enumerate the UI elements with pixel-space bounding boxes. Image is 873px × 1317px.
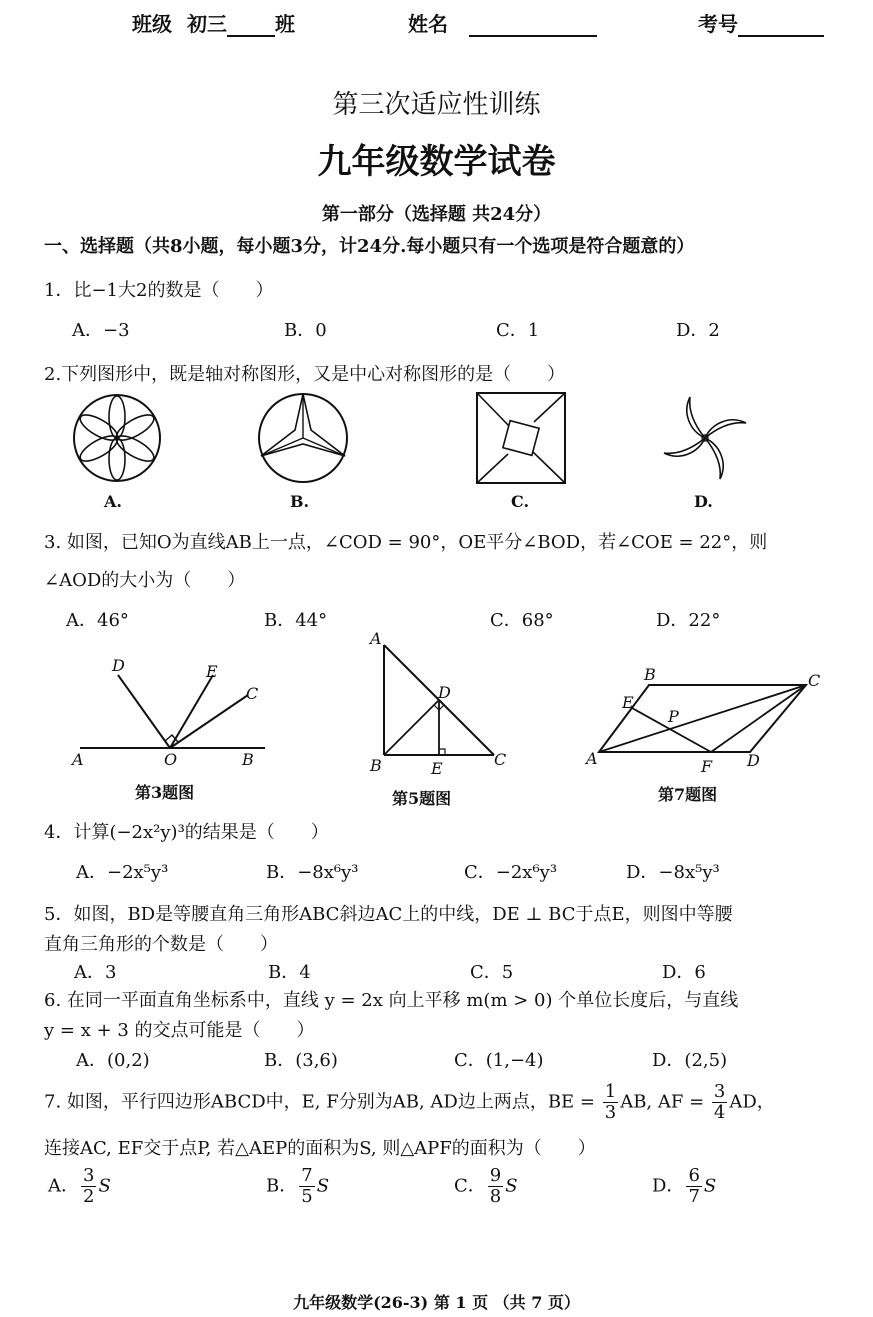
fig7-label-b: B: [644, 665, 656, 684]
q2-figure-b: [257, 392, 349, 484]
q6-stem-line2: y = x + 3 的交点可能是（ ）: [44, 1020, 315, 1041]
page-title: 九年级数学试卷: [317, 142, 556, 182]
q2-figure-c: [476, 392, 566, 484]
fig3-label-d: D: [112, 656, 125, 675]
q6-option-a[interactable]: A．(0,2): [76, 1050, 150, 1071]
q4-stem: 4．计算(−2x²y)³的结果是（ ）: [44, 822, 329, 843]
section-heading: 一、选择题（共8小题，每小题3分，计24分.每小题只有一个选项是符合题意的）: [44, 236, 695, 257]
subtitle: 第三次适应性训练: [332, 90, 541, 120]
q3-stem-line2: ∠AOD的大小为（ ）: [44, 570, 246, 591]
class-suffix: 班: [274, 12, 295, 36]
figure-7-caption: 第7题图: [658, 785, 718, 804]
q7-option-c[interactable]: C． $\frac{9}{8}$ S: [454, 1165, 518, 1207]
fig7-label-d: D: [747, 751, 760, 770]
q1-option-c[interactable]: C．1: [496, 320, 540, 341]
q6-stem-line1: 6. 在同一平面直角坐标系中，直线 y = 2x 向上平移 m(m > 0) 个单位长度后，与直线: [44, 990, 739, 1011]
q7-fraction-1: [603, 1082, 618, 1123]
q7-option-a[interactable]: A． $\frac{3}{2}$ S: [48, 1165, 111, 1207]
fig3-label-b: B: [242, 750, 254, 769]
fig7-label-f: F: [701, 757, 713, 776]
q3-option-c[interactable]: C．68°: [490, 610, 554, 631]
fig7-label-a: A: [586, 749, 598, 768]
fig3-label-o: O: [164, 750, 178, 769]
fig7-label-e: E: [622, 693, 634, 712]
q7-stem-part-a: 7. 如图，平行四边形ABCD中，E, F分别为AB, AD边上两点，BE =: [44, 1091, 596, 1113]
q2-figure-d: [660, 393, 750, 483]
q2-label-d[interactable]: D.: [694, 492, 713, 511]
figure-5-caption: 第5题图: [392, 789, 452, 808]
q5-option-a[interactable]: A．3: [74, 962, 117, 983]
q3-option-d[interactable]: D．22°: [656, 610, 721, 631]
q4-option-d[interactable]: D．−8x⁵y³: [626, 862, 720, 883]
q2-label-b[interactable]: B.: [290, 492, 310, 511]
q7-stem-line2: 连接AC, EF交于点P, 若△AEP的面积为S, 则△APF的面积为（ ）: [44, 1138, 596, 1159]
q7-stem-part-c: AD，: [729, 1091, 775, 1113]
fig5-label-c: C: [494, 750, 507, 769]
page-footer: 九年级数学(26-3) 第 1 页 （共 7 页）: [293, 1293, 580, 1312]
q7-stem-line1: [44, 1082, 775, 1123]
q2-stem: 2.下列图形中，既是轴对称图形，又是中心对称图形的是（ ）: [44, 364, 566, 385]
fig5-label-b: B: [370, 756, 382, 775]
fig3-label-a: A: [72, 750, 84, 769]
q4-option-a[interactable]: A．−2x⁵y³: [76, 862, 169, 883]
name-blank[interactable]: [469, 17, 597, 37]
fig7-label-p: P: [668, 707, 679, 726]
q1-stem: 1．比−1大2的数是（ ）: [44, 280, 274, 301]
q5-option-c[interactable]: C．5: [470, 962, 514, 983]
figure-7: [584, 660, 834, 780]
q4-option-c[interactable]: C．−2x⁶y³: [464, 862, 558, 883]
q1-option-a[interactable]: A．−3: [72, 320, 130, 341]
class-label: 班级: [132, 12, 172, 36]
figure-5: [368, 630, 508, 780]
fig5-label-a: A: [370, 629, 382, 648]
q3-option-a[interactable]: A．46°: [66, 610, 129, 631]
q5-option-b[interactable]: B．4: [268, 962, 311, 983]
q7-f1-num: 1: [604, 1081, 617, 1102]
fig5-label-e: E: [431, 759, 443, 778]
q7-option-d[interactable]: D． $\frac{6}{7}$ S: [652, 1165, 717, 1207]
id-blank[interactable]: [738, 17, 824, 37]
q1-option-b[interactable]: B．0: [284, 320, 327, 341]
q4-option-b[interactable]: B．−8x⁶y³: [266, 862, 359, 883]
q7-f1-den: 3: [604, 1102, 617, 1123]
q5-option-d[interactable]: D．6: [662, 962, 706, 983]
class-field: [132, 8, 295, 37]
q3-stem-line1: 3. 如图，已知O为直线AB上一点，∠COD = 90°，OE平分∠BOD，若∠COE = 22°，则: [44, 532, 768, 553]
fig7-label-c: C: [808, 671, 821, 690]
part-heading: 第一部分（选择题 共24分）: [321, 204, 552, 225]
q7-stem-part-b: AB, AF =: [620, 1091, 705, 1113]
q2-label-a[interactable]: A.: [104, 492, 122, 511]
fig5-label-d: D: [438, 683, 451, 702]
fig3-label-e: E: [206, 662, 218, 681]
figure-3: [70, 655, 270, 770]
q2-label-c[interactable]: C.: [511, 492, 530, 511]
q6-option-c[interactable]: C．(1,−4): [454, 1050, 544, 1071]
q2-figure-a: [72, 393, 162, 483]
id-field: [698, 8, 824, 37]
q1-option-d[interactable]: D．2: [676, 320, 720, 341]
class-value: 初三: [186, 12, 227, 36]
class-blank[interactable]: [227, 17, 275, 37]
q7-f2-den: 4: [713, 1102, 726, 1123]
q5-stem-line2: 直角三角形的个数是（ ）: [44, 934, 278, 955]
q7-f2-num: 3: [713, 1081, 726, 1102]
figure-3-caption: 第3题图: [135, 783, 195, 802]
q6-option-d[interactable]: D．(2,5): [652, 1050, 728, 1071]
name-label: 姓名: [408, 12, 448, 36]
name-field: [408, 8, 597, 37]
q3-option-b[interactable]: B．44°: [264, 610, 328, 631]
q7-option-b[interactable]: B． $\frac{7}{5}$ S: [266, 1165, 330, 1207]
q7-fraction-2: [712, 1082, 727, 1123]
fig3-label-c: C: [246, 684, 259, 703]
q6-option-b[interactable]: B．(3,6): [264, 1050, 338, 1071]
id-label: 考号: [698, 12, 738, 36]
q5-stem-line1: 5．如图，BD是等腰直角三角形ABC斜边AC上的中线，DE ⊥ BC于点E，则图中等腰: [44, 904, 733, 925]
